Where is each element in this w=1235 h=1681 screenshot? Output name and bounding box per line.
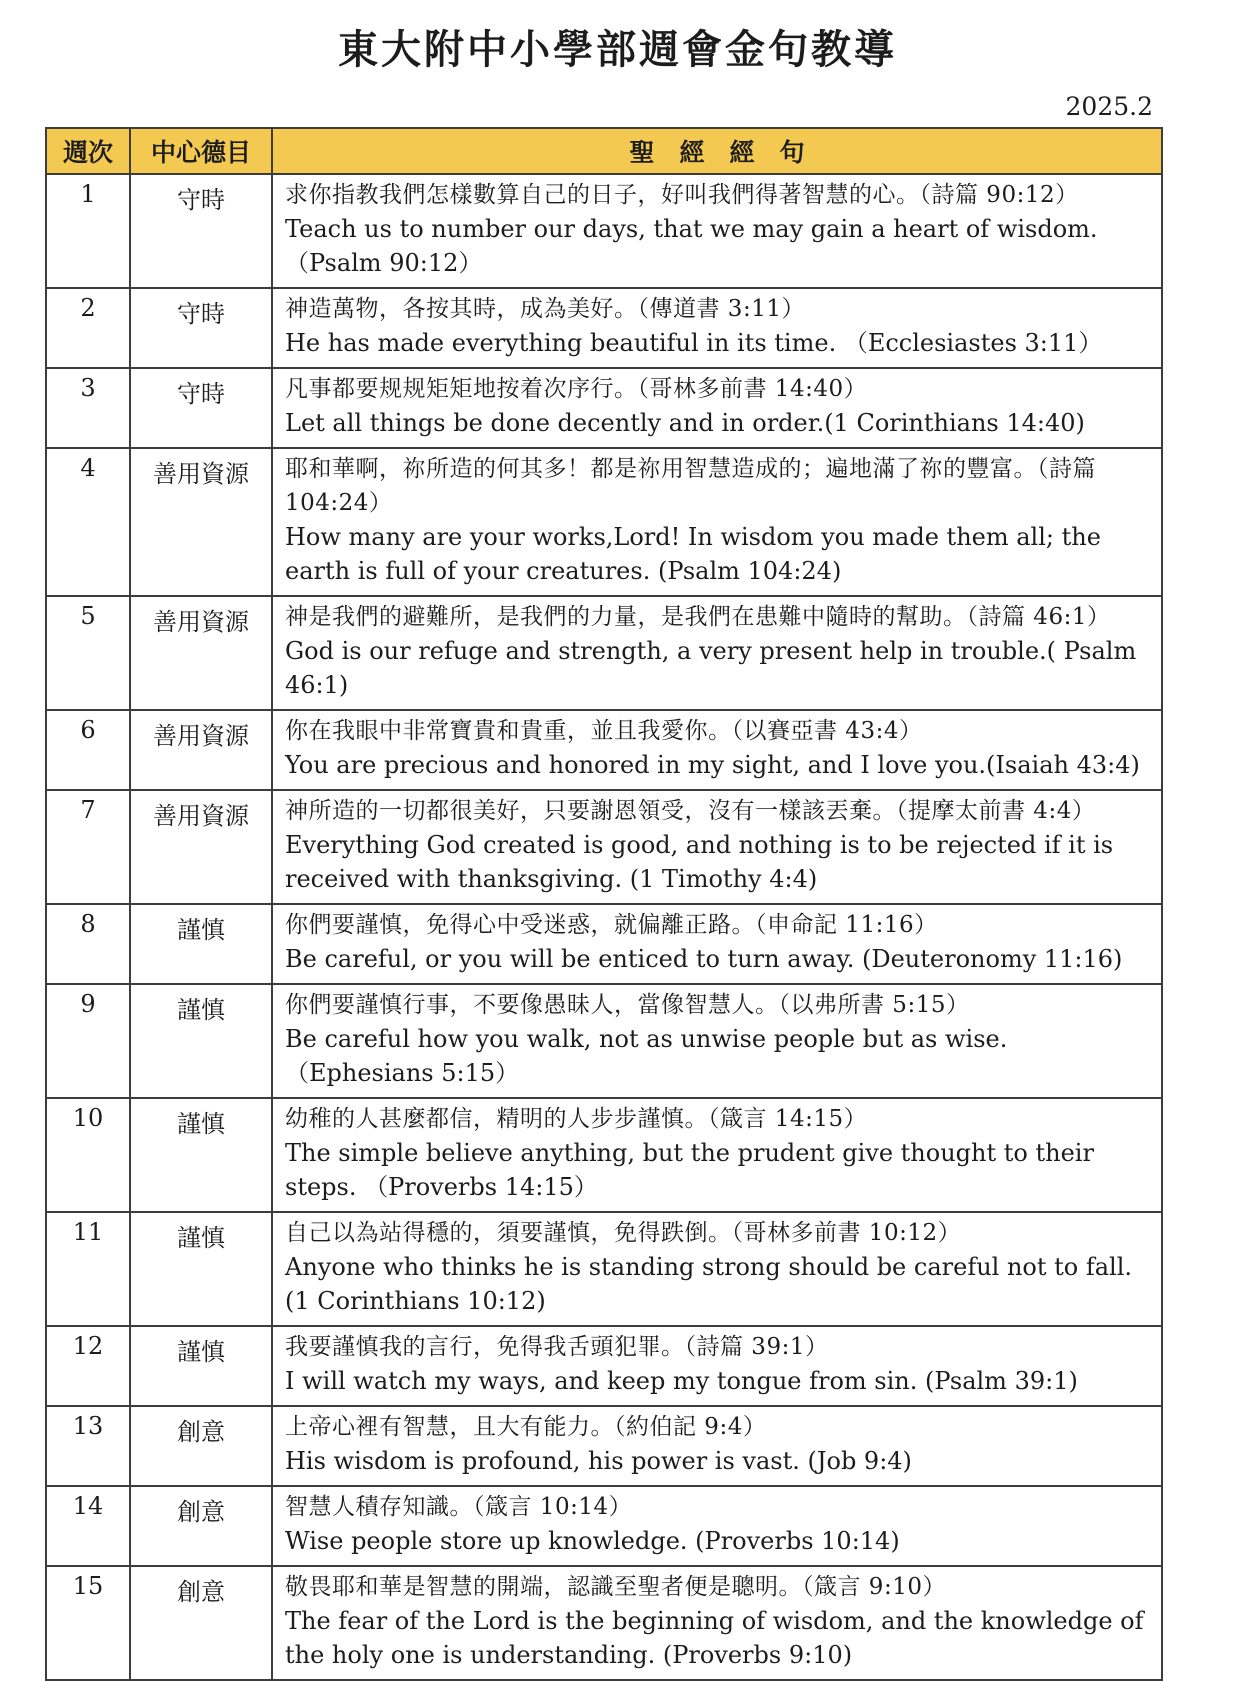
table-row [46,448,1162,596]
verse-english: Everything God created is good, and nothing is to be rejected if it is received with thanksgiving. (1 Timothy 4:4) [285,831,1114,893]
week-number: 4 [46,448,130,596]
table-row [46,1098,1162,1212]
verse-chinese: 敬畏耶和華是智慧的開端，認識至聖者便是聰明。（箴言 9:10） [285,1574,946,1600]
verse-chinese: 上帝心裡有智慧，且大有能力。（約伯記 9:4） [285,1414,767,1440]
central-virtue: 守時 [130,174,272,288]
verse-cell [272,790,1162,904]
verse-chinese: 你在我眼中非常寶貴和貴重，並且我愛你。（以賽亞書 43:4） [285,718,923,744]
week-number: 2 [46,288,130,368]
verse-english: Be careful, or you will be enticed to turn away. (Deuteronomy 11:16) [285,945,1123,973]
verse-cell [272,174,1162,288]
week-number: 13 [46,1406,130,1486]
verse-table-header [46,128,1162,174]
verse-english: How many are your works,Lord! In wisdom you made them all; the earth is full of your creatures. (Psalm 104:24) [285,523,1101,585]
verse-cell [272,368,1162,448]
verse-cell [272,288,1162,368]
week-number: 10 [46,1098,130,1212]
document-date: 2025.2 [1065,92,1153,121]
week-number: 11 [46,1212,130,1326]
virtue-column-header: 中心德目 [130,128,272,174]
week-number: 3 [46,368,130,448]
verse-english: His wisdom is profound, his power is vast. (Job 9:4) [285,1447,912,1475]
verse-cell [272,1212,1162,1326]
verse-english: He has made everything beautiful in its time. （Ecclesiastes 3:11） [285,329,1103,357]
week-number: 8 [46,904,130,984]
week-number: 12 [46,1326,130,1406]
verse-cell [272,448,1162,596]
table-row [46,710,1162,790]
table-row [46,596,1162,710]
verse-cell [272,710,1162,790]
page-title: 東大附中小學部週會金句教導 [338,26,897,73]
verse-cell [272,984,1162,1098]
verse-chinese: 你們要謹慎行事，不要像愚昧人，當像智慧人。（以弗所書 5:15） [285,992,970,1018]
table-row [46,984,1162,1098]
central-virtue: 謹慎 [130,984,272,1098]
verse-english: Let all things be done decently and in order.(1 Corinthians 14:40) [285,409,1085,437]
central-virtue: 善用資源 [130,790,272,904]
verse-cell [272,1406,1162,1486]
verse-cell [272,904,1162,984]
verse-chinese: 耶和華啊，祢所造的何其多！都是祢用智慧造成的；遍地滿了祢的豐富。（詩篇 104:24） [285,456,1096,516]
central-virtue: 守時 [130,288,272,368]
verse-table [45,127,1163,1681]
document-page [0,26,1235,1669]
week-number: 15 [46,1566,130,1680]
table-row [46,904,1162,984]
verse-chinese: 神所造的一切都很美好，只要謝恩領受，沒有一樣該丟棄。（提摩太前書 4:4） [285,798,1096,824]
verse-english: You are precious and honored in my sight, and I love you.(Isaiah 43:4) [285,751,1140,779]
central-virtue: 善用資源 [130,448,272,596]
week-number: 7 [46,790,130,904]
verse-english: Be careful how you walk, not as unwise people but as wise. （Ephesians 5:15） [285,1025,1008,1087]
central-virtue: 謹慎 [130,1326,272,1406]
table-row [46,1326,1162,1406]
verse-english: The simple believe anything, but the prudent give thought to their steps. （Proverbs 14:15） [285,1139,1094,1201]
table-row [46,1212,1162,1326]
table-row [46,1486,1162,1566]
verse-cell [272,1326,1162,1406]
scripture-column-header: 聖 經 經 句 [272,128,1162,174]
verse-cell [272,1566,1162,1680]
central-virtue: 創意 [130,1566,272,1680]
verse-chinese: 你們要謹慎，免得心中受迷惑，就偏離正路。（申命記 11:16） [285,912,938,938]
table-row [46,368,1162,448]
verse-chinese: 我要謹慎我的言行，免得我舌頭犯罪。（詩篇 39:1） [285,1334,829,1360]
table-row [46,288,1162,368]
week-number: 5 [46,596,130,710]
verse-english: Teach us to number our days, that we may gain a heart of wisdom. （Psalm 90:12） [285,215,1098,277]
verse-cell [272,1098,1162,1212]
central-virtue: 謹慎 [130,1098,272,1212]
verse-english: Anyone who thinks he is standing strong should be careful not to fall.(1 Corinthians 10:12) [285,1253,1133,1315]
verse-chinese: 神是我們的避難所，是我們的力量，是我們在患難中隨時的幫助。（詩篇 46:1） [285,604,1111,630]
verse-cell [272,1486,1162,1566]
table-row [46,790,1162,904]
verse-chinese: 自己以為站得穩的，須要謹慎，免得跌倒。（哥林多前書 10:12） [285,1220,962,1246]
table-row [46,174,1162,288]
week-number: 14 [46,1486,130,1566]
central-virtue: 謹慎 [130,1212,272,1326]
verse-chinese: 求你指教我們怎樣數算自己的日子，好叫我們得著智慧的心。（詩篇 90:12） [285,182,1079,208]
verse-chinese: 幼稚的人甚麼都信，精明的人步步謹慎。（箴言 14:15） [285,1106,868,1132]
header-row [46,128,1162,174]
central-virtue: 創意 [130,1406,272,1486]
central-virtue: 守時 [130,368,272,448]
week-column-header: 週次 [46,128,130,174]
central-virtue: 創意 [130,1486,272,1566]
verse-english: I will watch my ways, and keep my tongue from sin. (Psalm 39:1) [285,1367,1078,1395]
verse-table-body [46,174,1162,1680]
central-virtue: 謹慎 [130,904,272,984]
verse-chinese: 凡事都要规规矩矩地按着次序行。（哥林多前書 14:40） [285,376,868,402]
verse-english: Wise people store up knowledge. (Proverbs 10:14) [285,1527,900,1555]
central-virtue: 善用資源 [130,710,272,790]
week-number: 1 [46,174,130,288]
verse-cell [272,596,1162,710]
verse-chinese: 神造萬物，各按其時，成為美好。（傳道書 3:11） [285,296,805,322]
central-virtue: 善用資源 [130,596,272,710]
week-number: 9 [46,984,130,1098]
table-row [46,1406,1162,1486]
week-number: 6 [46,710,130,790]
table-row [46,1566,1162,1680]
verse-english: God is our refuge and strength, a very present help in trouble.( Psalm 46:1) [285,637,1137,699]
verse-chinese: 智慧人積存知識。（箴言 10:14） [285,1494,633,1520]
verse-english: The fear of the Lord is the beginning of wisdom, and the knowledge of the holy one is understanding. (Proverbs 9:10) [285,1607,1144,1669]
